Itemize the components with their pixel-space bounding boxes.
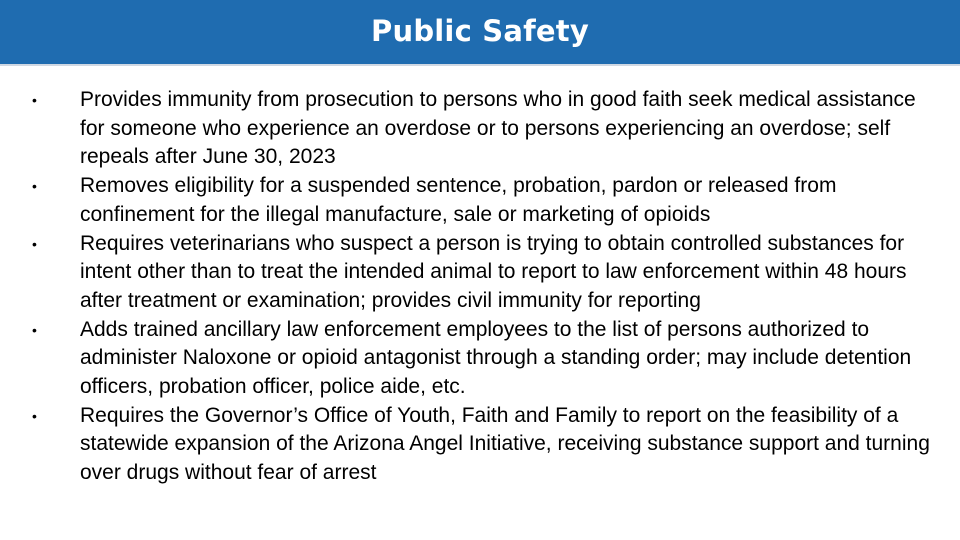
bullet-icon: •: [32, 321, 37, 338]
bullet-text: Adds trained ancillary law enforcement employees to the list of persons authorized to administer Naloxone or opioid antagonist through a standing order; may include detention officers, probation officer, police aide, etc.: [80, 317, 912, 399]
bullet-item: [0, 86, 960, 172]
bullet-text: Removes eligibility for a suspended sentence, probation, pardon or released from confinement for the illegal manufacture, sale or marketing of opioids: [80, 174, 837, 226]
bullet-text: Requires the Governor’s Office of Youth, Faith and Family to report on the feasibility of a statewide expansion of the Arizona Angel Initiative, receiving substance support and turning over drugs without fear of arrest: [80, 403, 930, 485]
bullet-icon: •: [32, 235, 37, 252]
slide-title: Public Safety: [371, 14, 589, 48]
bullet-icon: •: [32, 92, 37, 108]
bullet-item: [0, 230, 960, 316]
bullet-item: [0, 316, 960, 402]
bullet-list: [0, 86, 960, 488]
bullet-item: [0, 402, 960, 488]
bullet-icon: •: [32, 407, 37, 424]
title-bar: [0, 0, 960, 66]
bullet-icon: •: [32, 178, 37, 195]
bullet-item: [0, 172, 960, 229]
bullet-text: Provides immunity from prosecution to persons who in good faith seek medical assistance for someone who experience an overdose or to persons experiencing an overdose; self repeals after June 30, 2023: [80, 88, 916, 169]
bullet-text: Requires veterinarians who suspect a person is trying to obtain controlled substances for intent other than to treat the intended animal to report to law enforcement within 48 hours after treatment or examination; provides civil immunity for reporting: [80, 231, 907, 312]
